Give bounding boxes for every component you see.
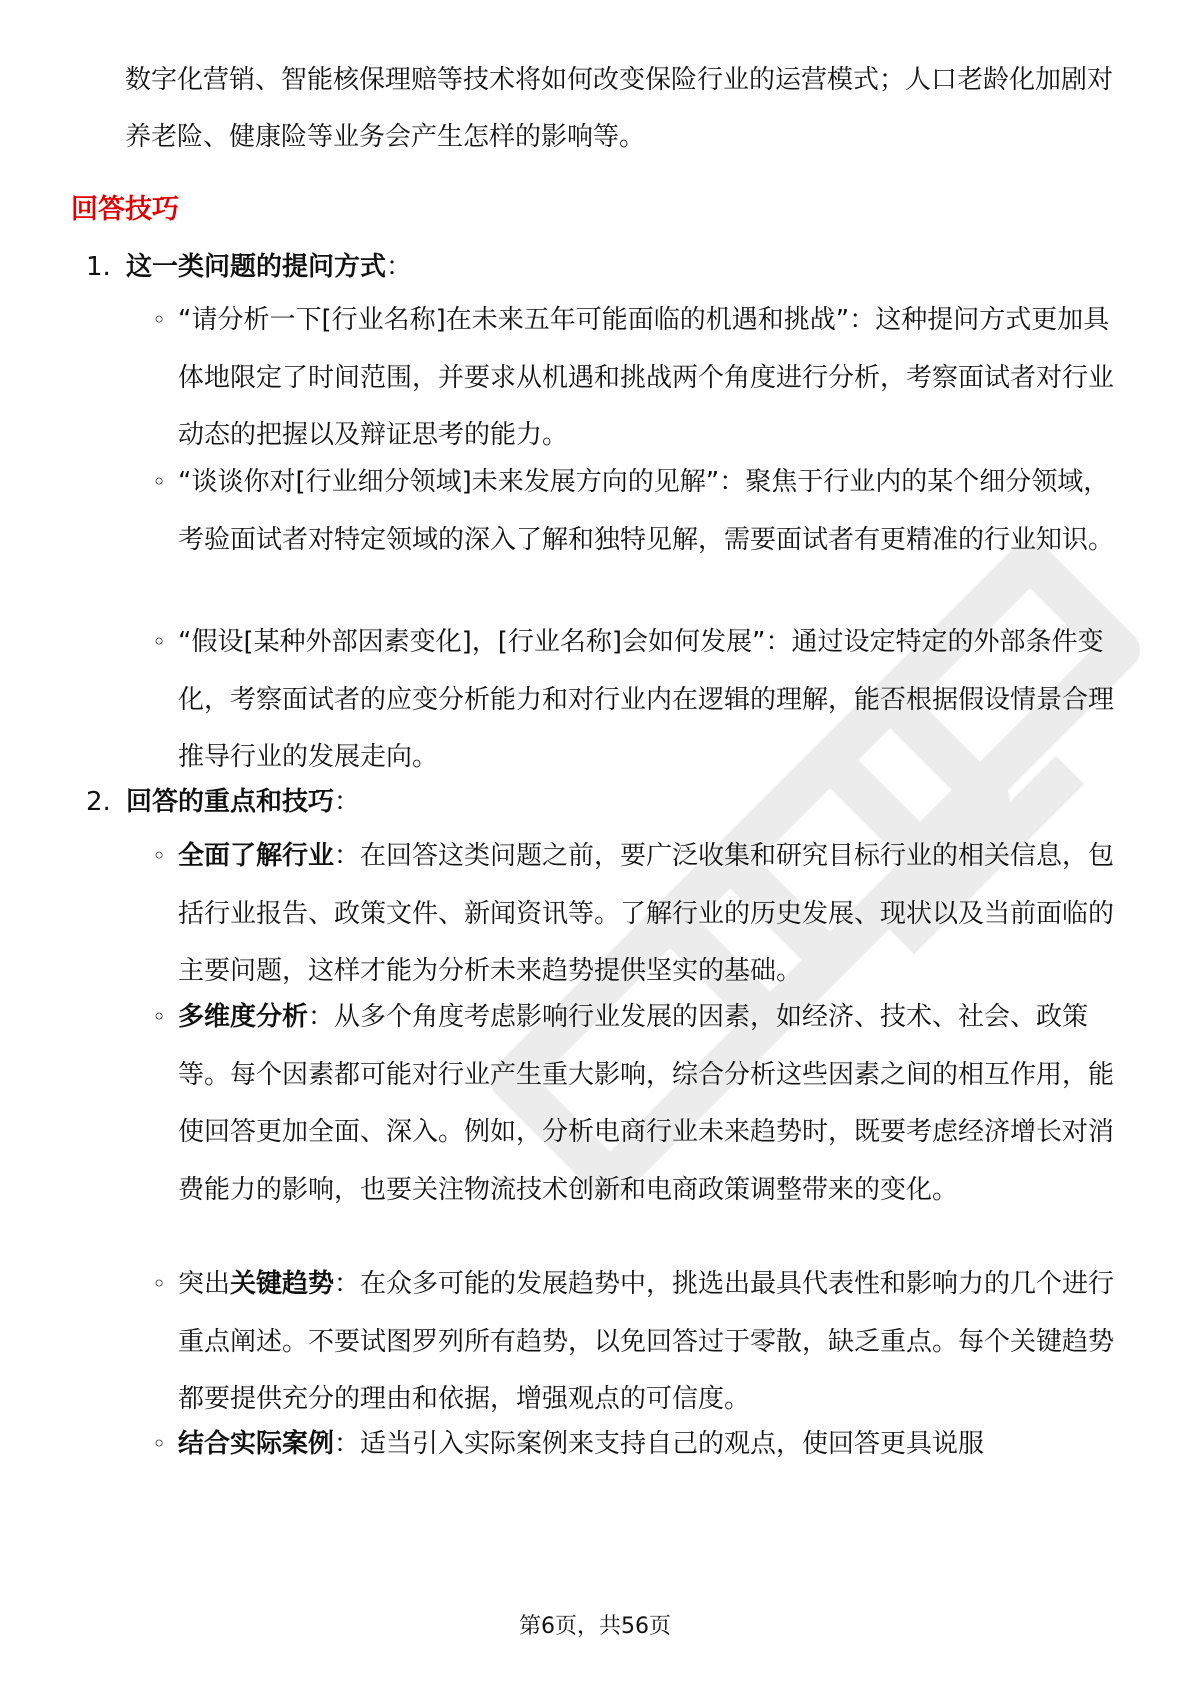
bullet-lead: 关键趋势	[230, 1269, 335, 1299]
list-item	[152, 1416, 1117, 1474]
bullet-text: “请分析一下[行业名称]在未来五年可能面临的机遇和挑战”：这种提问方式更加具体地限定了时间范围，并要求从机遇和挑战两个角度进行分析，考察面试者对行业动态的把握以及辩证思考的能力。	[178, 305, 1115, 450]
bullet-icon: ◦	[152, 306, 167, 334]
list-item	[152, 828, 1117, 1001]
bullet-prefix: 突出	[178, 1269, 231, 1299]
numbered-item-1	[86, 239, 412, 296]
section-heading: 回答技巧	[71, 194, 179, 225]
item-suffix: ：	[386, 252, 413, 282]
bullet-icon: ◦	[152, 1270, 167, 1298]
item-title: 回答的重点和技巧	[126, 787, 335, 817]
intro-paragraph: 数字化营销、智能核保理赔等技术将如何改变保险行业的运营模式；人口老龄化加剧对养老险、健康险等业务会产生怎样的影响等。	[125, 65, 1114, 152]
list-item	[152, 454, 1117, 569]
bullet-icon: ◦	[152, 468, 167, 496]
list-item	[152, 292, 1117, 465]
bullet-text	[178, 1256, 1117, 1429]
bullet-lead: 结合实际案例	[178, 1429, 335, 1459]
bullet-body: ：在回答这类问题之前，要广泛收集和研究目标行业的相关信息，包括行业报告、政策文件、新闻资讯等。了解行业的历史发展、现状以及当前面临的主要问题，这样才能为分析未来趋势提供坚实的基础。	[178, 841, 1115, 986]
bullet-text	[178, 1416, 1117, 1474]
item-title: 这一类问题的提问方式	[126, 252, 387, 282]
item-number: 2.	[86, 787, 111, 817]
bullet-lead: 全面了解行业	[178, 841, 335, 871]
bullet-icon: ◦	[152, 1003, 167, 1031]
item-number: 1.	[86, 252, 111, 282]
bullet-text	[178, 989, 1117, 1219]
bullet-icon: ◦	[152, 628, 167, 656]
page-number: 第6页，共56页	[519, 1614, 671, 1639]
list-item	[152, 1256, 1117, 1429]
list-item	[152, 989, 1117, 1219]
bullet-body: ：适当引入实际案例来支持自己的观点，使回答更具说服	[334, 1429, 985, 1459]
bullet-text	[178, 828, 1117, 1001]
bullet-body: ：在众多可能的发展趋势中，挑选出最具代表性和影响力的几个进行重点阐述。不要试图罗列所有趋势，以免回答过于零散，缺乏重点。每个关键趋势都要提供充分的理由和依据，增强观点的可信度。	[178, 1269, 1115, 1414]
item-suffix: ：	[334, 787, 361, 817]
bullet-icon: ◦	[152, 842, 167, 870]
numbered-item-2	[86, 774, 360, 831]
bullet-text: “假设[某种外部因素变化]，[行业名称]会如何发展”：通过设定特定的外部条件变化，考察面试者的应变分析能力和对行业内在逻辑的理解，能否根据假设情景合理推导行业的发展走向。	[178, 627, 1115, 772]
list-item	[152, 614, 1117, 787]
bullet-body: ：从多个角度考虑影响行业发展的因素，如经济、技术、社会、政策等。每个因素都可能对行业产生重大影响，综合分析这些因素之间的相互作用，能使回答更加全面、深入。例如，分析电商行业未来趋势时，既要考虑经济增长对消费能力的影响，也要关注物流技术创新和电商政策调整带来的变化。	[178, 1002, 1115, 1205]
bullet-icon: ◦	[152, 1430, 167, 1458]
bullet-text: “谈谈你对[行业细分领域]未来发展方向的见解”：聚焦于行业内的某个细分领域，考验面试者对特定领域的深入了解和独特见解，需要面试者有更精准的行业知识。	[178, 467, 1115, 555]
bullet-lead: 多维度分析	[178, 1002, 309, 1032]
